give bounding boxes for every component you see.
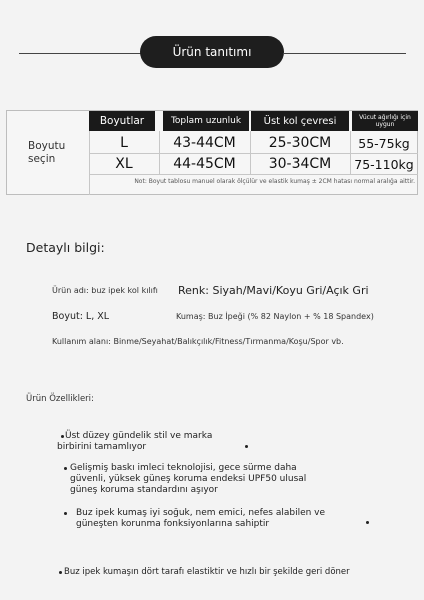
product-size: Boyut: L, XL [52, 311, 110, 322]
feature-text: Üst düzey gündelik stil ve marka [65, 431, 213, 441]
feature-item [70, 463, 306, 496]
bullet-icon [366, 521, 369, 524]
table-cell: 25-30CM [268, 135, 332, 151]
feature-item [57, 431, 212, 453]
product-name: Ürün adı: buz ipek kol kılıfı [52, 286, 158, 295]
col-header-arm: Üst kol çevresi [251, 111, 349, 131]
table-cell: L [120, 135, 128, 151]
feature-text: güneş koruma standardını aşıyor [70, 485, 218, 495]
col-header-size: Boyutlar [89, 111, 155, 131]
bullet-icon [64, 467, 67, 470]
size-note: Not: Boyut tablosu manuel olarak ölçülür ve elastik kumaş ± 2CM hatası normal aralığa aittir. [134, 178, 415, 185]
feature-text: Buz ipek kumaşın dört tarafı elastiktir ve hızlı bir şekilde geri döner [64, 567, 350, 577]
bullet-icon [64, 512, 67, 515]
table-cell: 43-44CM [173, 135, 236, 151]
product-color: Renk: Siyah/Mavi/Koyu Gri/Açık Gri [178, 284, 369, 297]
table-row-divider [89, 174, 418, 175]
header-divider-right [283, 53, 406, 54]
size-select-label-line1: Boyutu [28, 140, 66, 152]
table-cell: 30-34CM [268, 156, 332, 172]
feature-text: güvenli, yüksek güneş koruma endeksi UPF50 ulusal [70, 474, 307, 484]
feature-item [64, 567, 350, 578]
size-select-label-line2: seçin [28, 153, 56, 165]
table-cell: 75-110kg [354, 157, 414, 172]
bullet-icon [59, 571, 62, 574]
feature-text: birbirini tamamlıyor [57, 442, 147, 452]
col-header-length: Toplam uzunluk [163, 111, 249, 131]
table-cell: 44-45CM [173, 156, 236, 172]
product-fabric: Kumaş: Buz İpeği (% 82 Naylon + % 18 Spandex) [176, 312, 374, 321]
feature-text: güneşten korunma fonksiyonlarına sahiptir [76, 519, 270, 529]
page-title: Ürün tanıtımı [140, 36, 284, 68]
bullet-icon [245, 445, 248, 448]
features-title: Ürün Özellikleri: [26, 394, 94, 404]
table-cell: 55-75kg [358, 136, 410, 151]
col-header-weight: Vücut ağırlığı için uygun [352, 111, 418, 131]
size-select-label [28, 140, 65, 166]
feature-text: Buz ipek kumaş iyi soğuk, nem emici, nefes alabilen ve [76, 508, 326, 518]
feature-text: Gelişmiş baskı imleci teknolojisi, gece sürme daha [70, 463, 297, 473]
table-cell: XL [115, 156, 133, 172]
product-usage: Kullanım alanı: Binme/Seyahat/Balıkçılık/Fitness/Tırmanma/Koşu/Spor vb. [52, 337, 344, 346]
header-divider-left [19, 53, 141, 54]
table-row-divider [89, 153, 418, 154]
details-title: Detaylı bilgi: [26, 240, 105, 255]
feature-item [76, 508, 325, 530]
